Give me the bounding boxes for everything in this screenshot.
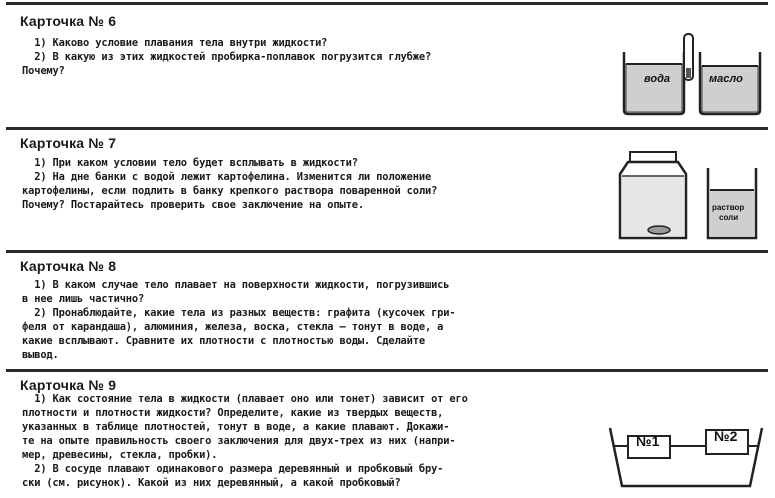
salt-solution-label-1: раствор xyxy=(712,203,745,212)
question-line: феля от карандаша), алюминия, железа, воска, стекла — тонут в воде, а xyxy=(22,321,444,333)
question-line: мер, древесины, стекла, пробки). xyxy=(22,449,218,461)
question-line: 2) На дне банки с водой лежит картофелина. Изменится ли положение xyxy=(22,171,432,183)
figure-floating-blocks xyxy=(606,422,766,492)
water-label: вода xyxy=(644,73,671,85)
question-line: Почему? xyxy=(22,65,65,77)
question-line: вывод. xyxy=(22,349,59,361)
question-line: какие всплывают. Сравните их плотности с плотностью воды. Сделайте xyxy=(22,335,425,347)
card-title: Карточка № 7 xyxy=(20,135,117,151)
block-2-label: №2 xyxy=(714,428,738,444)
figure-water-oil-beakers xyxy=(612,30,772,120)
card-8 xyxy=(6,250,768,372)
block-1-label: №1 xyxy=(636,433,660,449)
question-line: 2) В какую из этих жидкостей пробирка-поплавок погрузится глубже? xyxy=(22,51,432,63)
card-title: Карточка № 6 xyxy=(20,13,117,29)
question-line: указанных в таблице плотностей, тонут в воде, а какие плавают. Докажи- xyxy=(22,421,450,433)
card-title: Карточка № 8 xyxy=(20,258,117,274)
question-line: ски (см. рисунок). Какой из них деревянный, а какой пробковый? xyxy=(22,477,401,489)
card-title: Карточка № 9 xyxy=(20,377,117,393)
question-line: 1) Каково условие плавания тела внутри жидкости? xyxy=(22,37,328,49)
question-line: картофелины, если подлить в банку крепкого раствора поваренной соли? xyxy=(22,185,438,197)
oil-label: масло xyxy=(709,73,743,85)
question-line: 2) Пронаблюдайте, какие тела из разных веществ: графита (кусочек гри- xyxy=(22,307,456,319)
question-line: те на опыте правильность своего заключения для двух-трех из них (напри- xyxy=(22,435,456,447)
question-line: 1) Как состояние тела в жидкости (плавает оно или тонет) зависит от его xyxy=(22,393,468,405)
question-line: 2) В сосуде плавают одинакового размера деревянный и пробковый бру- xyxy=(22,463,444,475)
question-line: Почему? Постарайтесь проверить свое заключение на опыте. xyxy=(22,199,364,211)
question-line: 1) В каком случае тело плавает на поверхности жидкости, погрузившись xyxy=(22,279,450,291)
question-line: плотности и плотности жидкости? Определите, какие из твердых веществ, xyxy=(22,407,444,419)
question-line: в нее лишь частично? xyxy=(22,293,145,305)
salt-solution-label-2: соли xyxy=(719,213,739,222)
figure-jar-and-beaker xyxy=(612,150,772,246)
question-line: 1) При каком условии тело будет всплывать в жидкости? xyxy=(22,157,358,169)
